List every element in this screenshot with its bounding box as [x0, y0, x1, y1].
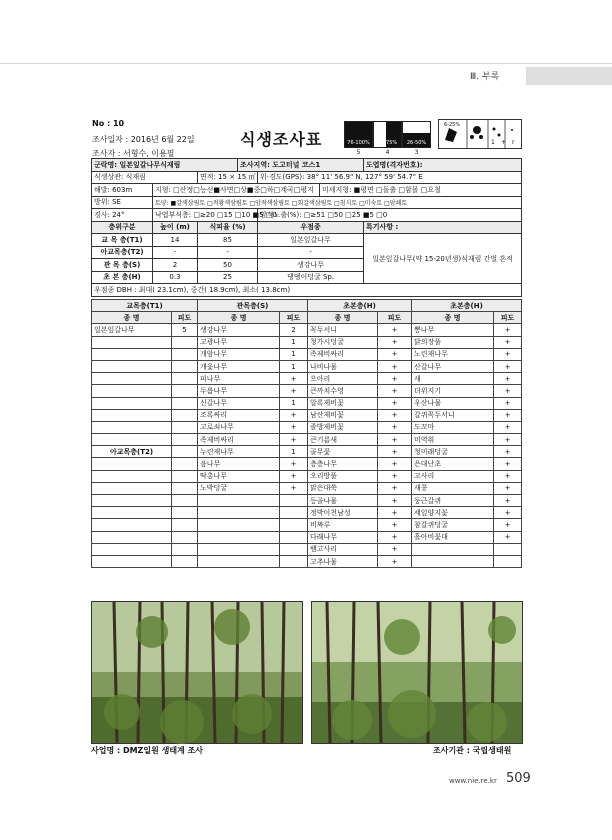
layer-height: - [153, 246, 198, 259]
top-rule [0, 63, 612, 64]
layer-height: 2 [153, 259, 198, 272]
tree-layer-header: 교목층(T1) [92, 300, 198, 312]
species-name [92, 360, 172, 372]
page-number: 509 [506, 771, 531, 786]
species-name: 등골나물 [308, 495, 378, 507]
species-cover: + [494, 421, 522, 433]
species-cover: + [280, 434, 308, 446]
species-row [92, 519, 522, 531]
species-cover: + [378, 507, 412, 519]
species-name: 갈퀴꼭두서니 [412, 409, 494, 421]
cover-symbols-icon [439, 120, 521, 148]
layer-dominant: 댕댕이덩굴 Sp. [258, 271, 364, 284]
species-name [92, 385, 172, 397]
layer-height: 0.3 [153, 271, 198, 284]
species-cover [172, 507, 198, 519]
physiognomy-field: 식생상관: 식재림 [92, 171, 198, 184]
species-name [198, 531, 280, 543]
species-name: 우산나물 [412, 397, 494, 409]
species-cover: + [494, 336, 522, 348]
species-cover: 2 [280, 324, 308, 336]
species-name: 고추나물 [308, 555, 378, 567]
species-name: 고사리 [412, 470, 494, 482]
species-name [92, 409, 172, 421]
species-name: 딱총나무 [198, 470, 280, 482]
species-name [198, 507, 280, 519]
species-cover: + [494, 531, 522, 543]
species-row [92, 348, 522, 360]
species-name: 청가시덩굴 [308, 336, 378, 348]
remark-header: 특기사항 : [364, 221, 522, 234]
species-name [412, 555, 494, 567]
species-row [92, 409, 522, 421]
species-name: 청미래덩굴 [412, 446, 494, 458]
species-name: 미역취 [412, 434, 494, 446]
species-name: 족제비싸리 [198, 434, 280, 446]
species-cover: + [494, 360, 522, 372]
species-name [92, 336, 172, 348]
survey-date: 조사일자 : 2016년 6월 22일 [92, 135, 195, 144]
species-name [92, 421, 172, 433]
species-name: 오리방풀 [308, 470, 378, 482]
species-cover: + [378, 336, 412, 348]
soil-field: 토양: ■갈색삼림토 □적황색삼림토 □암적색삼림토 □회갈색삼림토 □침식토 □미숙토 □암쇄토 [153, 196, 522, 209]
species-cover: + [494, 434, 522, 446]
species-name [92, 373, 172, 385]
scale-number: 1 [491, 139, 495, 146]
species-name: 으아리 [308, 373, 378, 385]
scale-label: 6-25% [444, 122, 461, 128]
species-cover [172, 434, 198, 446]
species-name [92, 348, 172, 360]
species-name: 참갈퀴덩굴 [412, 519, 494, 531]
species-row [92, 360, 522, 372]
scale-number: + [501, 139, 507, 146]
shrub-layer-header: 관목층(S) [198, 300, 308, 312]
species-cover: + [494, 324, 522, 336]
species-cover [172, 336, 198, 348]
species-row [92, 555, 522, 567]
species-name: 아교목층(T2) [92, 446, 172, 458]
species-cover: + [494, 385, 522, 397]
species-name: 큰기름새 [308, 434, 378, 446]
species-cover [172, 495, 198, 507]
form-number: No : 10 [92, 119, 125, 128]
species-cover: + [378, 348, 412, 360]
layer-cover: 85 [198, 234, 258, 247]
species-name [92, 458, 172, 470]
cover-header: 식피율 (%) [198, 221, 258, 234]
small-cover-box [438, 119, 522, 149]
species-name [92, 519, 172, 531]
species-cover: + [378, 482, 412, 494]
species-row [92, 421, 522, 433]
scale-box-5 [344, 121, 373, 148]
species-cover: + [280, 421, 308, 433]
cover-header: 피도 [494, 312, 522, 324]
species-cover: 1 [280, 336, 308, 348]
species-cover: + [378, 421, 412, 433]
species-name [92, 495, 172, 507]
site-photo-left [91, 601, 303, 744]
species-name [92, 397, 172, 409]
microterrain-field: 미세지형: ■평면 □돌출 □함몰 □요철 [320, 184, 522, 197]
species-cover: + [280, 458, 308, 470]
name-header: 종 명 [308, 312, 378, 324]
cover-header: 피도 [280, 312, 308, 324]
species-name: 층층나무 [308, 458, 378, 470]
species-cover: + [378, 360, 412, 372]
species-cover: + [494, 458, 522, 470]
remark-text: 일본잎갈나무(약 15-20년생)식재림 간벌 흔적 [364, 234, 522, 284]
species-table [91, 299, 522, 568]
species-cover: + [494, 519, 522, 531]
species-row [92, 324, 522, 336]
species-name [198, 555, 280, 567]
species-cover: + [378, 531, 412, 543]
terrain-field: 지형: □산정□능선■사면□상■중□하□계곡□평지 [153, 184, 320, 197]
species-cover [172, 519, 198, 531]
species-name: 새 [412, 373, 494, 385]
forest-photo-icon [312, 602, 522, 743]
layer-name: 아교목층(T2) [92, 246, 153, 259]
species-cover: 1 [280, 446, 308, 458]
species-cover [494, 555, 522, 567]
dominant-header: 우점종 [258, 221, 364, 234]
altitude-field: 해발: 603m [92, 184, 153, 197]
species-cover [172, 482, 198, 494]
slope-field: 경사: 24° [92, 209, 153, 222]
species-name: 족제비싸리 [308, 348, 378, 360]
page-title: 식생조사표 [240, 130, 323, 149]
cover-scale [344, 121, 431, 148]
species-cover: + [378, 458, 412, 470]
scale-number: r [512, 139, 515, 146]
height-header: 높이 (m) [153, 221, 198, 234]
species-name: 뽕나무 [412, 324, 494, 336]
layer-header: 층위구분 [92, 221, 153, 234]
species-name: 정박이천남성 [308, 507, 378, 519]
species-row [92, 482, 522, 494]
map-number-field: 도엽명(격자번호): [364, 159, 522, 172]
section-tab [526, 67, 612, 85]
cover-header: 피도 [378, 312, 412, 324]
species-row [92, 470, 522, 482]
layer-name: 교 목 층(T1) [92, 234, 153, 247]
species-cover: + [494, 507, 522, 519]
name-header: 종 명 [412, 312, 494, 324]
species-cover: + [378, 397, 412, 409]
species-name: 신갈나무 [198, 397, 280, 409]
name-header: 종 명 [198, 312, 280, 324]
scale-label: 76-100% [347, 140, 370, 146]
species-cover [280, 507, 308, 519]
species-name: 꼭두서니 [308, 324, 378, 336]
agency-name: 조사기관 : 국립생태원 [433, 746, 512, 755]
species-cover: + [494, 482, 522, 494]
species-cover [172, 373, 198, 385]
species-cover [280, 495, 308, 507]
species-row [92, 336, 522, 348]
species-name [198, 543, 280, 555]
species-cover: + [494, 373, 522, 385]
surveyors: 조사자 : 서형수, 이용필 [92, 149, 175, 158]
species-cover [494, 543, 522, 555]
species-name: 피나무 [198, 373, 280, 385]
herb-layer-header: 초본층(H) [308, 300, 412, 312]
species-name: 도꼬마 [412, 421, 494, 433]
species-name: 닭의장풀 [412, 336, 494, 348]
species-name: 남산제비꽃 [308, 409, 378, 421]
species-name: 더위지기 [412, 385, 494, 397]
scale-number: 5 [356, 149, 361, 156]
species-cover [280, 555, 308, 567]
species-cover: + [378, 373, 412, 385]
dbh-field: 우점종 DBH : 최대( 23.1cm), 중간( 18.9cm), 최소( 13.8cm) [92, 284, 522, 297]
species-name: 세잎양지꽃 [412, 507, 494, 519]
site-photo-right [311, 601, 523, 744]
species-name: 고광나무 [198, 336, 280, 348]
species-row [92, 446, 522, 458]
species-name: 일본잎갈나무 [92, 324, 172, 336]
species-cover [172, 360, 198, 372]
species-name: 흘아비꽃대 [412, 531, 494, 543]
species-name: 맑은대쑥 [308, 482, 378, 494]
species-name [92, 470, 172, 482]
species-cover: 1 [280, 348, 308, 360]
species-row [92, 397, 522, 409]
species-cover: + [378, 555, 412, 567]
scale-label: 51-75% [377, 140, 398, 146]
species-cover: + [378, 409, 412, 421]
species-name [198, 495, 280, 507]
species-name [92, 543, 172, 555]
gps-field: 위·경도(GPS): 38° 11' 56.9" N, 127° 59' 54.7" E [258, 171, 522, 184]
layer-height: 14 [153, 234, 198, 247]
species-name [198, 519, 280, 531]
location-field: 조사지역: 도고터널 코스1 [238, 159, 364, 172]
site-url: www.nie.re.kr [449, 777, 497, 785]
species-cover: + [378, 434, 412, 446]
species-cover [172, 470, 198, 482]
species-row [92, 507, 522, 519]
species-name: 둥근갈퀴 [412, 495, 494, 507]
species-name: 비짜루 [308, 519, 378, 531]
species-cover: + [378, 543, 412, 555]
scale-box-4 [373, 121, 402, 148]
species-cover: + [494, 409, 522, 421]
layer-cover: 50 [198, 259, 258, 272]
species-name: 두릅나무 [198, 385, 280, 397]
scale-box-3 [402, 121, 431, 148]
species-name: 큰까치수영 [308, 385, 378, 397]
species-name: 음나무 [198, 458, 280, 470]
species-name: 나비나물 [308, 360, 378, 372]
species-name: 다래나무 [308, 531, 378, 543]
layer-dominant: 생강나무 [258, 259, 364, 272]
species-cover: + [280, 373, 308, 385]
species-cover: 5 [172, 324, 198, 336]
species-cover: 1 [280, 397, 308, 409]
species-cover: + [494, 446, 522, 458]
species-name: 고로쇠나무 [198, 421, 280, 433]
species-name: 뱀고사리 [308, 543, 378, 555]
name-header: 종 명 [92, 312, 172, 324]
species-rows [92, 324, 522, 568]
species-cover: 1 [280, 360, 308, 372]
species-cover [172, 543, 198, 555]
species-cover: + [494, 397, 522, 409]
species-name [92, 531, 172, 543]
species-row [92, 385, 522, 397]
species-name: 골무꽃 [308, 446, 378, 458]
layer-dominant: 일본잎갈나무 [258, 234, 364, 247]
species-name: 은대난초 [412, 458, 494, 470]
section-label: Ⅲ. 부록 [470, 72, 500, 82]
species-cover [172, 446, 198, 458]
species-row [92, 434, 522, 446]
species-cover [280, 543, 308, 555]
rock-field: 암석노출(%): □≥51 □50 □25 ■5 □0 [258, 209, 522, 222]
species-name [92, 482, 172, 494]
scale-number: 3 [414, 149, 419, 156]
layer-dominant: - [258, 246, 364, 259]
scale-number: 4 [385, 149, 390, 156]
species-cover [172, 458, 198, 470]
species-name: 산갈나무 [412, 360, 494, 372]
species-name: 누린재나무 [198, 446, 280, 458]
species-row [92, 458, 522, 470]
species-name [412, 543, 494, 555]
community-field: 군락명: 일본잎갈나무식재림 [92, 159, 238, 172]
species-cover: + [378, 519, 412, 531]
species-cover: + [378, 385, 412, 397]
layer-name: 초 본 층(H) [92, 271, 153, 284]
layer-cover: 25 [198, 271, 258, 284]
species-name: 개옻나무 [198, 360, 280, 372]
species-cover: + [494, 470, 522, 482]
area-field: 면적: 15 × 15 ㎡ [198, 171, 258, 184]
species-cover [280, 519, 308, 531]
species-name [92, 507, 172, 519]
litter-field: 낙엽부식층: □≥20 □15 □10 ■5 □0 [153, 209, 258, 222]
species-cover: + [378, 470, 412, 482]
species-name [92, 434, 172, 446]
scale-label: 26-50% [406, 140, 427, 146]
site-info-table [91, 158, 522, 297]
species-cover: + [494, 348, 522, 360]
species-cover [172, 348, 198, 360]
species-row [92, 543, 522, 555]
species-cover [172, 397, 198, 409]
species-row [92, 531, 522, 543]
layer-name: 관 목 층(S) [92, 259, 153, 272]
layer-cover: - [198, 246, 258, 259]
species-name: 알록제비꽃 [308, 397, 378, 409]
species-cover [172, 555, 198, 567]
species-cover: + [280, 482, 308, 494]
species-row [92, 373, 522, 385]
species-name: 조록싸리 [198, 409, 280, 421]
species-name: 노박덩굴 [198, 482, 280, 494]
species-cover: + [378, 446, 412, 458]
project-name: 사업명 : DMZ일원 생태계 조사 [91, 746, 204, 755]
species-name: 새콩 [412, 482, 494, 494]
species-cover [280, 531, 308, 543]
aspect-field: 방위: SE [92, 196, 153, 209]
species-cover [172, 409, 198, 421]
cover-header: 피도 [172, 312, 198, 324]
species-cover: + [280, 409, 308, 421]
forest-photo-icon [92, 602, 302, 743]
species-cover: + [378, 495, 412, 507]
species-cover: + [378, 324, 412, 336]
species-cover [172, 421, 198, 433]
species-cover: + [280, 470, 308, 482]
herb-layer-header: 초본층(H) [412, 300, 522, 312]
species-name [92, 555, 172, 567]
species-cover [172, 531, 198, 543]
species-name: 생강나무 [198, 324, 280, 336]
species-name: 졸방제비꽃 [308, 421, 378, 433]
species-cover: + [494, 495, 522, 507]
species-row [92, 495, 522, 507]
species-name: 노린재나무 [412, 348, 494, 360]
species-cover: + [280, 385, 308, 397]
species-cover [172, 385, 198, 397]
species-name: 개암나무 [198, 348, 280, 360]
